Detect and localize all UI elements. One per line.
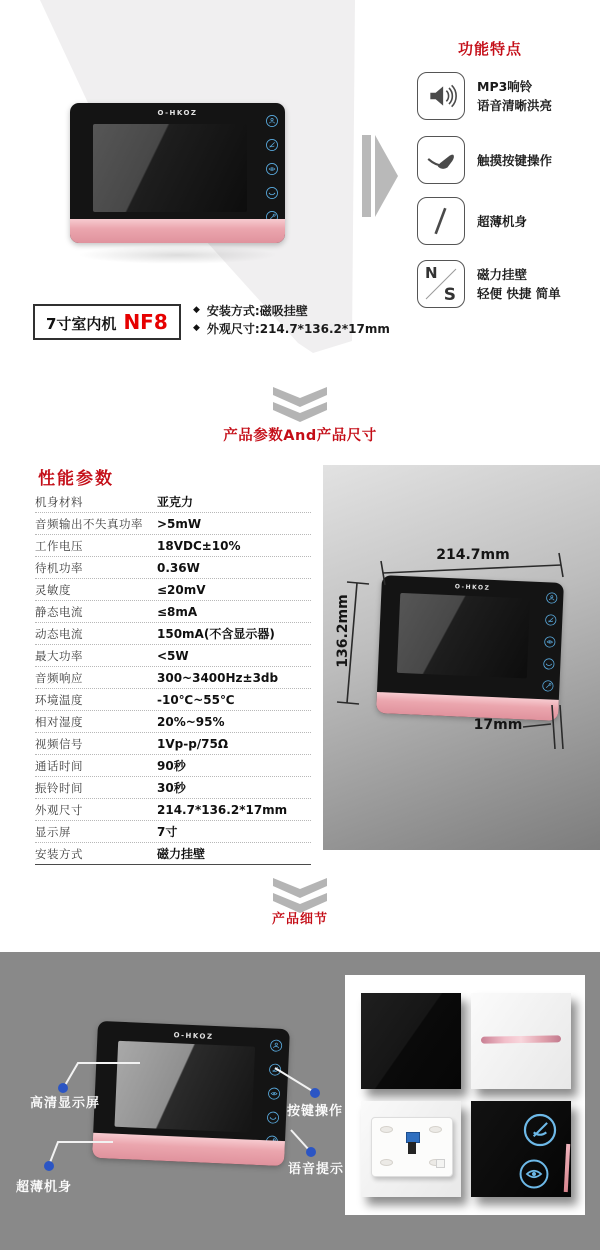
brand-logo: O-HKOZ — [454, 583, 491, 592]
table-row — [35, 513, 311, 535]
measurement-lines — [323, 465, 600, 850]
brand-logo: O-HKOZ — [157, 109, 198, 117]
depth-dimension: 17mm — [473, 717, 523, 733]
row-label: 静态电流 — [35, 604, 83, 619]
row-label: 通话时间 — [35, 758, 83, 773]
table-row — [35, 601, 311, 623]
row-label: 音频响应 — [35, 670, 83, 685]
row-value: ≤8mA — [157, 604, 198, 619]
detail-back-panel-image — [361, 1101, 461, 1197]
monitor-icon — [265, 162, 279, 176]
feature-touch: 触摸按键操作 — [417, 136, 552, 184]
bullet-mount: ◆ 安装方式:磁吸挂壁 — [193, 303, 308, 318]
diamond-bullet-icon: ◆ — [193, 323, 200, 333]
device-screen — [93, 124, 247, 212]
table-row — [35, 579, 311, 601]
row-value: 1Vp-p/75Ω — [157, 736, 229, 751]
table-row — [35, 733, 311, 755]
details-heading: 产品细节 — [271, 912, 328, 927]
params-heading: 产品参数And产品尺寸 — [223, 428, 377, 444]
touch-key-column — [265, 114, 279, 224]
product-photo-front — [70, 103, 285, 243]
table-row — [35, 799, 311, 821]
width-dimension: 214.7mm — [436, 547, 510, 563]
right-arrow-decoration — [362, 135, 398, 217]
row-label: 视频信号 — [35, 736, 83, 751]
table-row — [35, 777, 311, 799]
mute-icon — [265, 138, 279, 152]
row-value: >5mW — [157, 516, 202, 531]
callout-voice: 语音提示 — [288, 1162, 345, 1177]
spec-table — [35, 491, 311, 865]
speaker-icon — [417, 72, 465, 120]
table-row — [35, 843, 311, 865]
detail-touch-icons-image — [471, 1101, 571, 1197]
pink-edge-highlight — [564, 1144, 571, 1192]
row-value: 300~3400Hz±3db — [157, 670, 279, 685]
table-row — [35, 535, 311, 557]
table-title: 性能参数 — [38, 469, 114, 489]
callout-keys: 按键操作 — [287, 1104, 344, 1119]
row-value: ≤20mV — [157, 582, 206, 597]
model-label-box — [33, 304, 181, 340]
dimension-panel — [323, 465, 600, 850]
table-row — [35, 623, 311, 645]
device-reflection — [78, 246, 278, 264]
row-label: 显示屏 — [35, 824, 71, 839]
model-code: NF8 — [123, 310, 168, 334]
row-value: <5W — [157, 648, 189, 663]
talk-icon — [265, 186, 279, 200]
row-label: 外观尺寸 — [35, 802, 83, 817]
row-label: 音频输出不失真功率 — [35, 516, 143, 531]
callout-slim-body: 超薄机身 — [16, 1180, 73, 1195]
back-plate — [371, 1117, 453, 1177]
row-label: 工作电压 — [35, 538, 83, 553]
height-dimension: 136.2mm — [335, 594, 351, 668]
monitor-icon — [517, 1157, 551, 1191]
feature-magnet: N S 磁力挂壁 轻便 快捷 简单 — [417, 260, 561, 308]
row-label: 安装方式 — [35, 846, 83, 861]
row-label: 灵敏度 — [35, 582, 71, 597]
row-value: 亚克力 — [157, 495, 194, 509]
slim-icon — [417, 197, 465, 245]
detail-grid-panel — [345, 975, 585, 1215]
row-label: 动态电流 — [35, 626, 83, 641]
row-value: 90秒 — [157, 759, 186, 773]
table-row — [35, 667, 311, 689]
row-label: 最大功率 — [35, 648, 83, 663]
feature-mp3: MP3响铃 语音清晰洪亮 — [417, 72, 552, 120]
row-label: 待机功率 — [35, 560, 83, 575]
row-value: 214.7*136.2*17mm — [157, 802, 288, 817]
row-value: 0.36W — [157, 560, 200, 575]
row-label: 相对湿度 — [35, 714, 83, 729]
features-title: 功能特点 — [457, 40, 522, 58]
row-value: -10℃~55℃ — [157, 692, 235, 707]
row-value: 18VDC±10% — [157, 538, 241, 553]
bullet-size: ◆ 外观尺寸:214.7*136.2*17mm — [193, 321, 390, 336]
row-label: 机身材料 — [35, 494, 83, 509]
touch-icon — [417, 136, 465, 184]
detail-side-profile-image — [471, 993, 571, 1089]
diamond-bullet-icon: ◆ — [193, 305, 200, 315]
row-value: 30秒 — [157, 781, 186, 795]
model-name: 7寸室内机 — [46, 315, 117, 333]
row-value: 150mA(不含显示器) — [157, 627, 275, 641]
device-pink-base — [70, 219, 285, 243]
intercom-icon — [265, 114, 279, 128]
row-value: 磁力挂壁 — [157, 847, 206, 861]
feature-slim: 超薄机身 — [417, 197, 527, 245]
table-row — [35, 557, 311, 579]
table-row — [35, 711, 311, 733]
table-row — [35, 689, 311, 711]
detail-screen-corner-image — [361, 993, 461, 1089]
table-row — [35, 645, 311, 667]
table-row — [35, 755, 311, 777]
row-label: 环境温度 — [35, 692, 83, 707]
row-value: 20%~95% — [157, 714, 225, 729]
mute-icon — [521, 1111, 559, 1149]
row-value: 7寸 — [157, 825, 178, 839]
table-row — [35, 491, 311, 513]
details-section — [0, 952, 600, 1250]
double-chevron-down-icon — [272, 386, 328, 424]
brand-logo: O-HKOZ — [173, 1031, 214, 1041]
table-row — [35, 821, 311, 843]
row-label: 振铃时间 — [35, 780, 83, 795]
callout-hd-screen: 高清显示屏 — [30, 1096, 101, 1111]
magnet-icon: N S — [417, 260, 465, 308]
thin-edge-profile — [481, 1035, 561, 1043]
spec-bullets — [193, 301, 390, 337]
